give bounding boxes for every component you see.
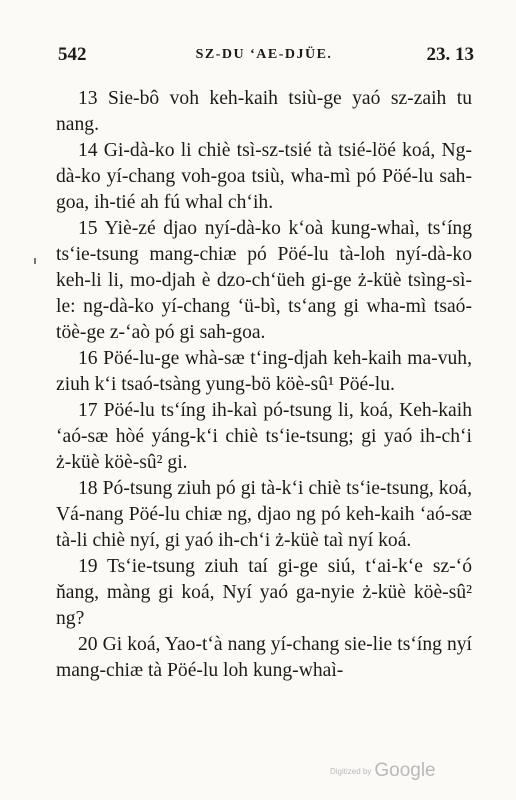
verse-13: 13 Sie-bô voh keh-kaih tsiù-ge yaó sz-zaih tu nang.	[56, 88, 472, 135]
verse-14: 14 Gi-dà-ko li chiè tsì-sz-tsié tà tsié-löé koá, Ng-dà-ko yí-chang voh-goa tsiù, wha-mì pó Pöé-lu sah-goa, ih-tié ah fú whal ch‘ih.	[56, 140, 472, 213]
verse-20: 20 Gi koá, Yao-t‘à nang yí-chang sie-lie ts‘íng nyí mang-chiæ tà Pöé-lu loh kung-whaì-	[56, 634, 472, 681]
running-title: SZ-DU ‘AE-DJÜE.	[195, 47, 333, 62]
verse-19: 19 Ts‘ie-tsung ziuh taí gi-ge siú, t‘ai-k‘e sz-‘ó ňang, màng gi koá, Nyí yaó ga-nyie ż-küè köè-sû² ng?	[56, 556, 472, 629]
verse-17: 17 Pöé-lu ts‘íng ih-kaì pó-tsung li, koá, Keh-kaih ‘aó-sæ hòé yáng-k‘i chiè ts‘ie-tsung; gi yaó ih-ch‘i ż-küè köè-sû² gi.	[56, 400, 472, 473]
verse-16: 16 Pöé-lu-ge whà-sæ t‘ing-djah keh-kaih ma-vuh, ziuh k‘i tsaó-tsàng yung-bö köè-sû¹ Pöé-lu.	[56, 348, 472, 395]
scripture-text	[56, 86, 472, 684]
page-number: 542	[58, 44, 87, 65]
page-header	[54, 44, 474, 72]
watermark-logo: Google	[374, 760, 436, 781]
watermark-prefix: Digitized by	[330, 766, 372, 776]
chapter-verse-ref: 23. 13	[426, 44, 474, 65]
digitized-watermark	[330, 760, 436, 782]
verse-18: 18 Pó-tsung ziuh pó gi tà-k‘i chiè ts‘ie-tsung, koá, Vá-nang Pöé-lu chiæ ng, djao ng pó keh-kaih ‘aó-sæ tà-li chiè nyí, gi yaó ih-ch‘i ż-küè taì nyí koá.	[56, 478, 472, 551]
verse-15: 15 Yiè-zé djao nyí-dà-ko k‘oà kung-whaì, ts‘íng ts‘ie-tsung mang-chiæ pó Pöé-lu tà-loh nyí-dà-ko keh-li li, mo-djah è dzo-ch‘üeh gi-ge ż-küè tsìng-sì-le: ng-dà-ko yí-chang ‘ü-bì, ts‘ang gi wha-mì tsaó-töè-ge z-‘aò pó gi sah-goa.	[56, 218, 472, 343]
margin-mark	[34, 258, 36, 264]
